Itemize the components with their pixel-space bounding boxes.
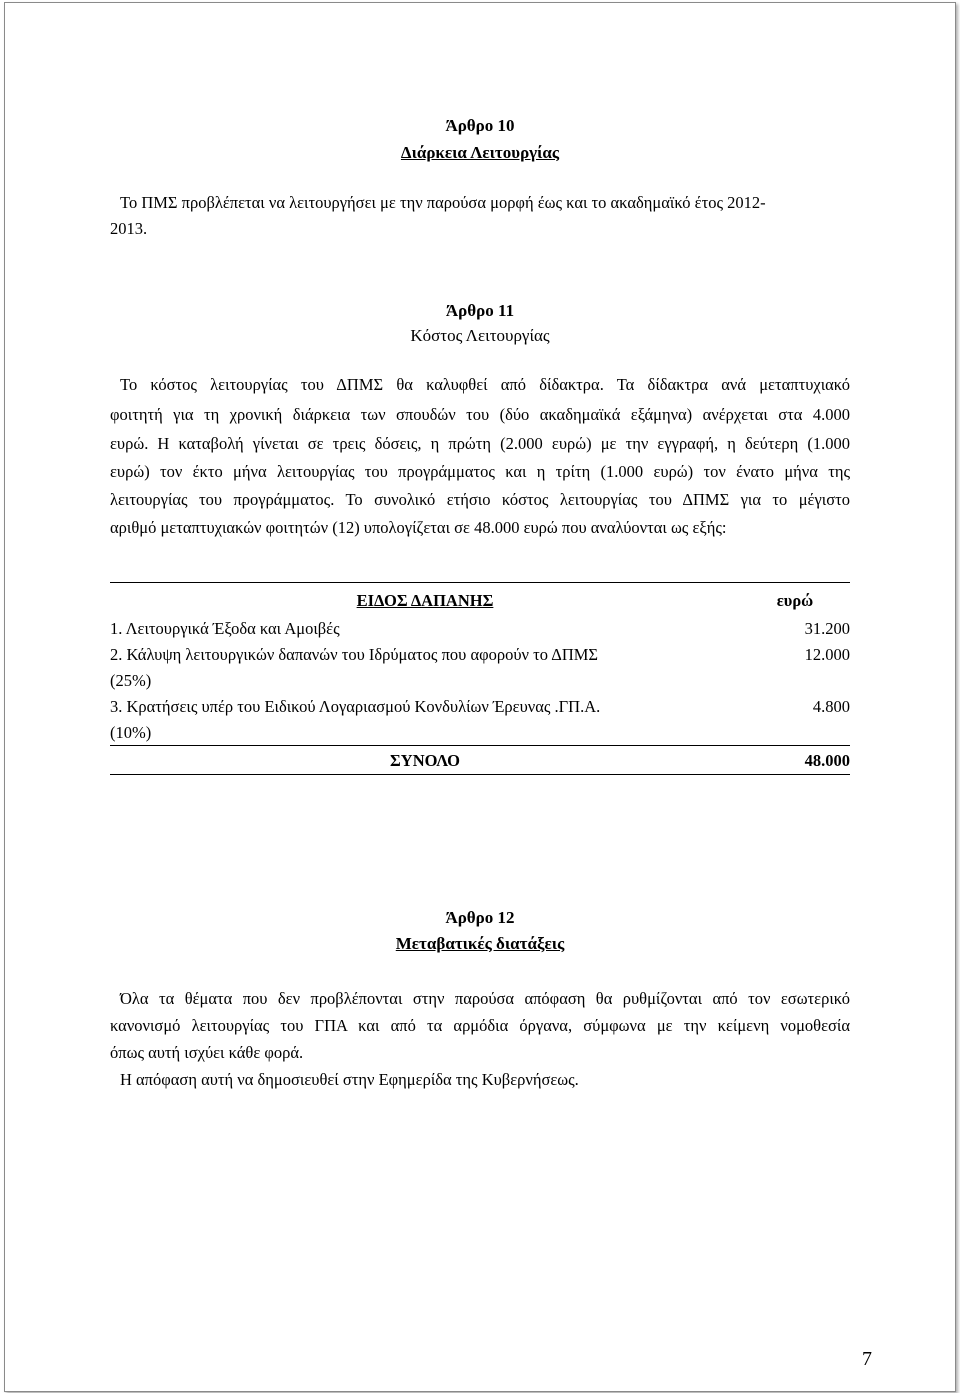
article-11-line: ευρώ. Η καταβολή γίνεται σε τρεις δόσεις, η πρώτη (2.000 ευρώ) με την εγγραφή, η δεύτερη (1.000 — [110, 434, 850, 453]
article-11-title: Άρθρο 11 — [445, 301, 515, 320]
table-row-label: 2. Κάλυψη λειτουργικών δαπανών του Ιδρύματος που αφορούν το ΔΠΜΣ — [110, 645, 599, 664]
article-12-line: Όλα τα θέματα που δεν προβλέπονται στην παρούσα απόφαση θα ρυθμίζονται από τον εσωτερικό — [120, 989, 850, 1008]
article-11-subtitle: Κόστος Λειτουργίας — [410, 326, 550, 345]
table-row-label-cont: (10%) — [110, 723, 152, 742]
table-total-label: ΣΥΝΟΛΟ — [390, 751, 460, 770]
article-11-line: Το κόστος λειτουργίας του ΔΠΜΣ θα καλυφθεί από δίδακτρα. Τα δίδακτρα ανά μεταπτυχιακό — [120, 375, 850, 394]
article-11-line: ευρώ) τον έκτο μήνα λειτουργίας του προγράμματος και η τρίτη (1.000 ευρώ) τον ένατο μήνα της — [110, 462, 850, 481]
table-row — [110, 645, 850, 665]
table-row — [110, 619, 850, 639]
article-10-text-line2: 2013. — [110, 219, 148, 238]
article-10-text-line1: Το ΠΜΣ προβλέπεται να λειτουργήσει με την παρούσα μορφή έως και το ακαδημαϊκό έτος 2012- — [120, 193, 766, 212]
article-12-closing: Η απόφαση αυτή να δημοσιευθεί στην Εφημερίδα της Κυβερνήσεως. — [120, 1070, 579, 1089]
table-total-value: 48.000 — [804, 751, 850, 770]
article-12-subtitle: Μεταβατικές διατάξεις — [395, 934, 565, 953]
table-row — [110, 697, 850, 717]
table-total-rule — [110, 745, 850, 746]
table-row-value: 31.200 — [804, 619, 850, 638]
table-header-label: ΕΙΔΟΣ ΔΑΠΑΝΗΣ — [356, 591, 494, 610]
article-12-line: όπως αυτή ισχύει κάθε φορά. — [110, 1043, 304, 1062]
table-row-label: 3. Κρατήσεις υπέρ του Ειδικού Λογαριασμού Κονδυλίων Έρευνας .ΓΠ.Α. — [110, 697, 601, 716]
article-12-title: Άρθρο 12 — [445, 908, 515, 927]
table-row-label: 1. Λειτουργικά Έξοδα και Αμοιβές — [110, 619, 340, 638]
article-11-line: λειτουργίας του προγράμματος. Το συνολικό ετήσιο κόστος λειτουργίας του ΔΠΜΣ για το μέγιστο — [110, 490, 850, 509]
table-header-unit: ευρώ — [776, 591, 814, 610]
table-row-value: 4.800 — [812, 697, 850, 716]
article-12-line: κανονισμό λειτουργίας του ΓΠΑ και από τα αρμόδια όργανα, σύμφωνα με την κείμενη νομοθεσία — [110, 1016, 850, 1035]
table-top-rule — [110, 582, 850, 583]
article-11-line: φοιτητή για τη χρονική διάρκεια των σπουδών του (δύο ακαδημαϊκά εξάμηνα) ανέρχεται στα 4.000 — [110, 405, 850, 424]
table-row-label-cont: (25%) — [110, 671, 152, 690]
article-10-subtitle: Διάρκεια Λειτουργίας — [400, 143, 560, 162]
article-10-title: Άρθρο 10 — [445, 116, 515, 135]
table-row-value: 12.000 — [804, 645, 850, 664]
page-number: 7 — [862, 1348, 872, 1370]
table-bottom-rule — [110, 774, 850, 775]
article-11-line: αριθμό μεταπτυχιακών φοιτητών (12) υπολογίζεται σε 48.000 ευρώ που αναλύονται ως εξής: — [110, 518, 727, 537]
